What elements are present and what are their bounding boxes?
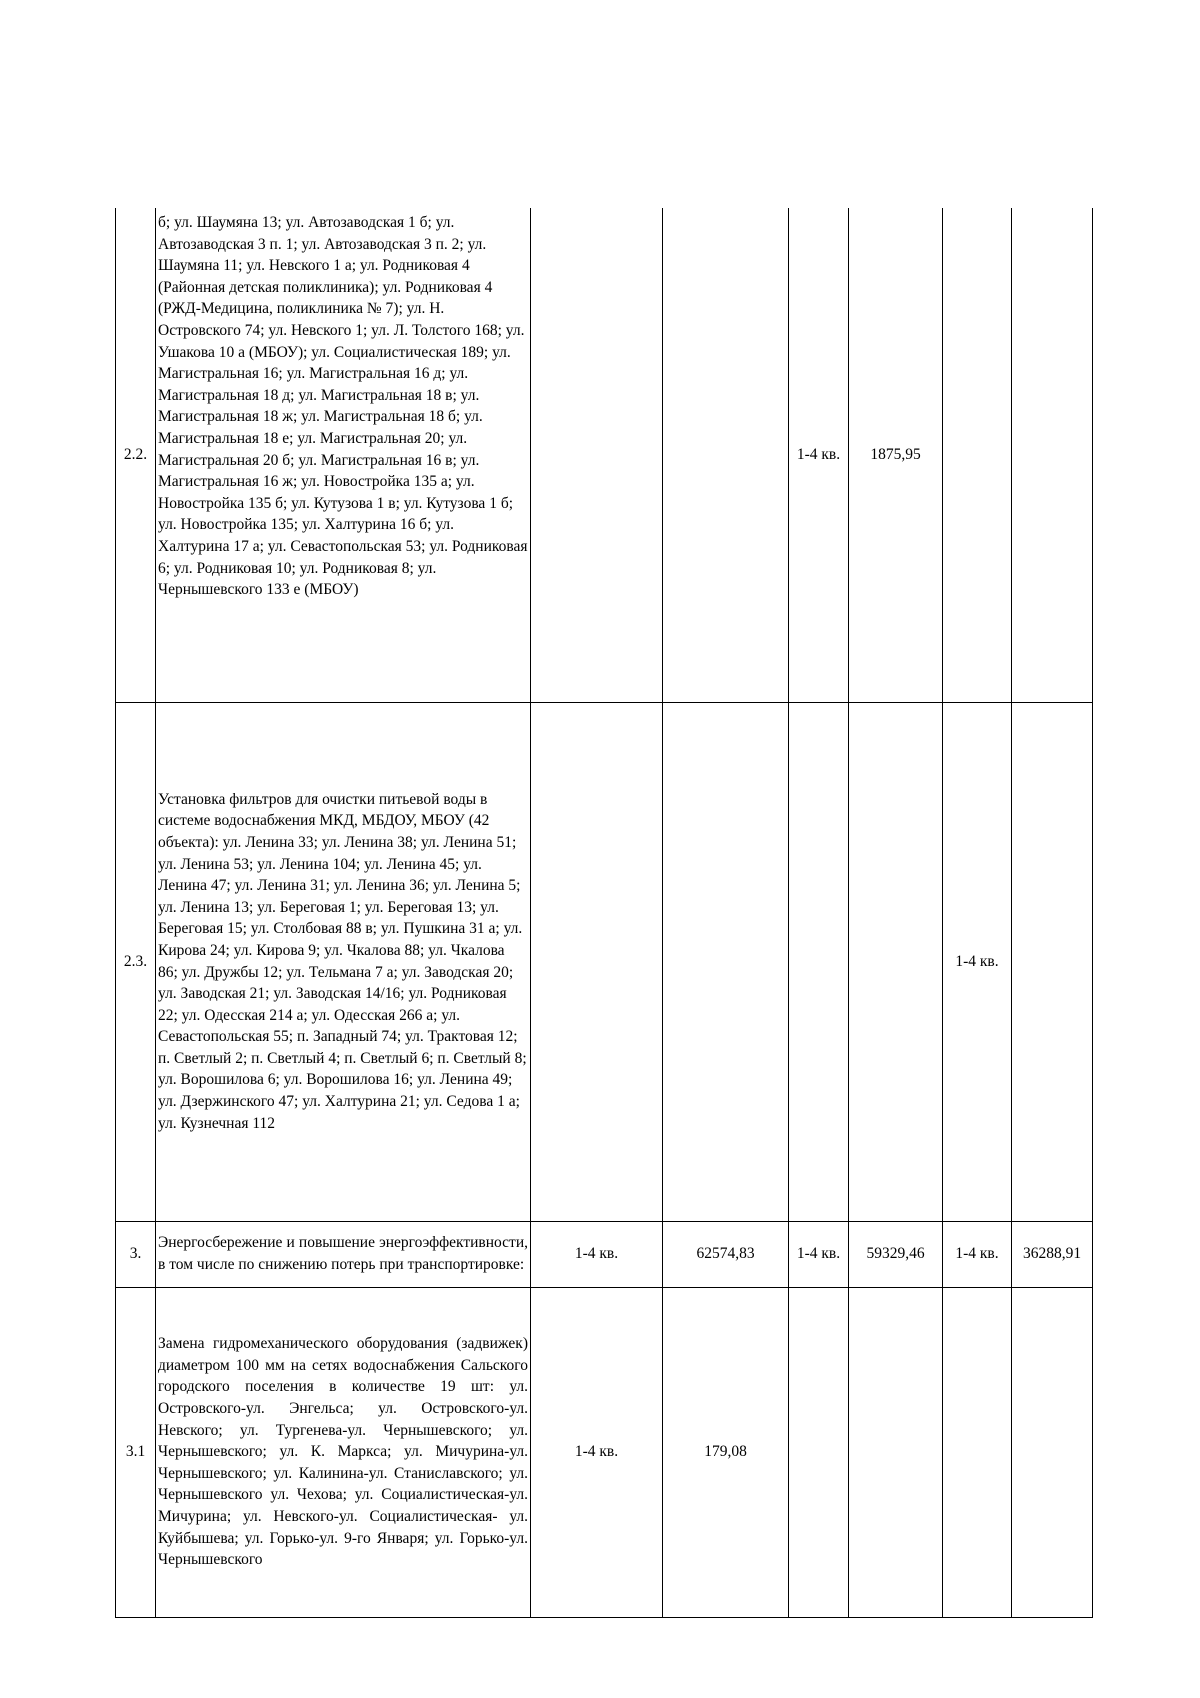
cell-col3	[531, 208, 663, 702]
row-number: 3.1	[116, 1287, 156, 1617]
row-number: 3.	[116, 1221, 156, 1287]
cell-col6	[849, 1287, 943, 1617]
table-row	[116, 208, 1093, 702]
row-description: б; ул. Шаумяна 13; ул. Автозаводская 1 б; ул. Автозаводская 3 п. 1; ул. Автозаводская 3 п. 2; ул. Шаумяна 11; ул. Невского 1 а; ул. Родниковая 4 (Районная детская поликлиника); ул. Родниковая 4 (РЖД-Медицина, поликлиника № 7); ул. Н. Островского 74; ул. Невского 1; ул. Л. Толстого 168; ул. Ушакова 10 а (МБОУ); ул. Социалистическая 189; ул. Магистральная 16; ул. Магистральная 16 д; ул. Магистральная 18 д; ул. Магистральная 18 в; ул. Магистральная 18 ж; ул. Магистральная 18 б; ул. Магистральная 18 е; ул. Магистральная 20; ул. Магистральная 20 б; ул. Магистральная 16 в; ул. Магистральная 16 ж; ул. Новостройка 135 а; ул. Новостройка 135 б; ул. Кутузова 1 в; ул. Кутузова 1 б; ул. Новостройка 135; ул. Халтурина 16 б; ул. Халтурина 17 а; ул. Севастопольская 53; ул. Родниковая 6; ул. Родниковая 10; ул. Родниковая 8; ул. Чернышевского 133 е (МБОУ)	[158, 214, 528, 599]
cell-col7	[943, 1287, 1012, 1617]
cell-col3	[531, 702, 663, 1221]
cell-col6: 1875,95	[849, 208, 943, 702]
cell-col5	[789, 702, 849, 1221]
row-description: Замена гидромеханического оборудования (задвижек) диаметром 100 мм на сетях водоснабжения Сальского городского поселения в количестве 19 шт: ул. Островского-ул. Энгельса; ул. Островского-ул. Невского; ул. Тургенева-ул. Чернышевского; ул. Чернышевского; ул. К. Маркса; ул. Мичурина-ул. Чернышевского; ул. Калинина-ул. Станиславского; ул. Чернышевского ул. Чехова; ул. Социалистическая-ул. Мичурина; ул. Невского-ул. Социалистическая- ул. Куйбышева; ул. Горько-ул. 9-го Января; ул. Горько-ул. Чернышевского	[156, 1287, 531, 1617]
row-number: 2.2.	[116, 208, 156, 702]
cell-col8	[1012, 208, 1093, 702]
row-number: 2.3.	[116, 702, 156, 1221]
cell-col4: 179,08	[663, 1287, 789, 1617]
cell-col6: 59329,46	[849, 1221, 943, 1287]
cell-col3: 1-4 кв.	[531, 1221, 663, 1287]
table-row	[116, 1221, 1093, 1287]
row-description: Энергосбережение и повышение энергоэффективности, в том числе по снижению потерь при транспортировке:	[156, 1221, 531, 1287]
cell-col7: 1-4 кв.	[943, 1221, 1012, 1287]
row-description: Установка фильтров для очистки питьевой воды в системе водоснабжения МКД, МБДОУ, МБОУ (42 объекта): ул. Ленина 33; ул. Ленина 38; ул. Ленина 51; ул. Ленина 53; ул. Ленина 104; ул. Ленина 45; ул. Ленина 47; ул. Ленина 31; ул. Ленина 36; ул. Ленина 5; ул. Ленина 13; ул. Береговая 1; ул. Береговая 13; ул. Береговая 15; ул. Столбовая 88 в; ул. Пушкина 31 а; ул. Кирова 24; ул. Кирова 9; ул. Чкалова 88; ул. Чкалова 86; ул. Дружбы 12; ул. Тельмана 7 а; ул. Заводская 20; ул. Заводская 21; ул. Заводская 14/16; ул. Родниковая 22; ул. Одесская 214 а; ул. Одесская 266 а; ул. Севастопольская 55; п. Западный 74; ул. Трактовая 12; п. Светлый 2; п. Светлый 4; п. Светлый 6; п. Светлый 8; ул. Ворошилова 6; ул. Ворошилова 16; ул. Ленина 49; ул. Дзержинского 47; ул. Халтурина 21; ул. Седова 1 а; ул. Кузнечная 112	[156, 702, 531, 1221]
row-description-cell	[156, 208, 531, 702]
cell-col5: 1-4 кв.	[789, 1221, 849, 1287]
cell-col5: 1-4 кв.	[789, 208, 849, 702]
cell-col4: 62574,83	[663, 1221, 789, 1287]
cell-col5	[789, 1287, 849, 1617]
table-row	[116, 702, 1093, 1221]
clipped-text-fragment	[158, 208, 528, 212]
cell-col8	[1012, 702, 1093, 1221]
cell-col6	[849, 702, 943, 1221]
cell-col4	[663, 208, 789, 702]
cell-col7: 1-4 кв.	[943, 702, 1012, 1221]
plan-table	[115, 208, 1093, 1618]
cell-col7	[943, 208, 1012, 702]
table-row	[116, 1287, 1093, 1617]
cell-col3: 1-4 кв.	[531, 1287, 663, 1617]
cell-col8	[1012, 1287, 1093, 1617]
cell-col8: 36288,91	[1012, 1221, 1093, 1287]
cell-col4	[663, 702, 789, 1221]
